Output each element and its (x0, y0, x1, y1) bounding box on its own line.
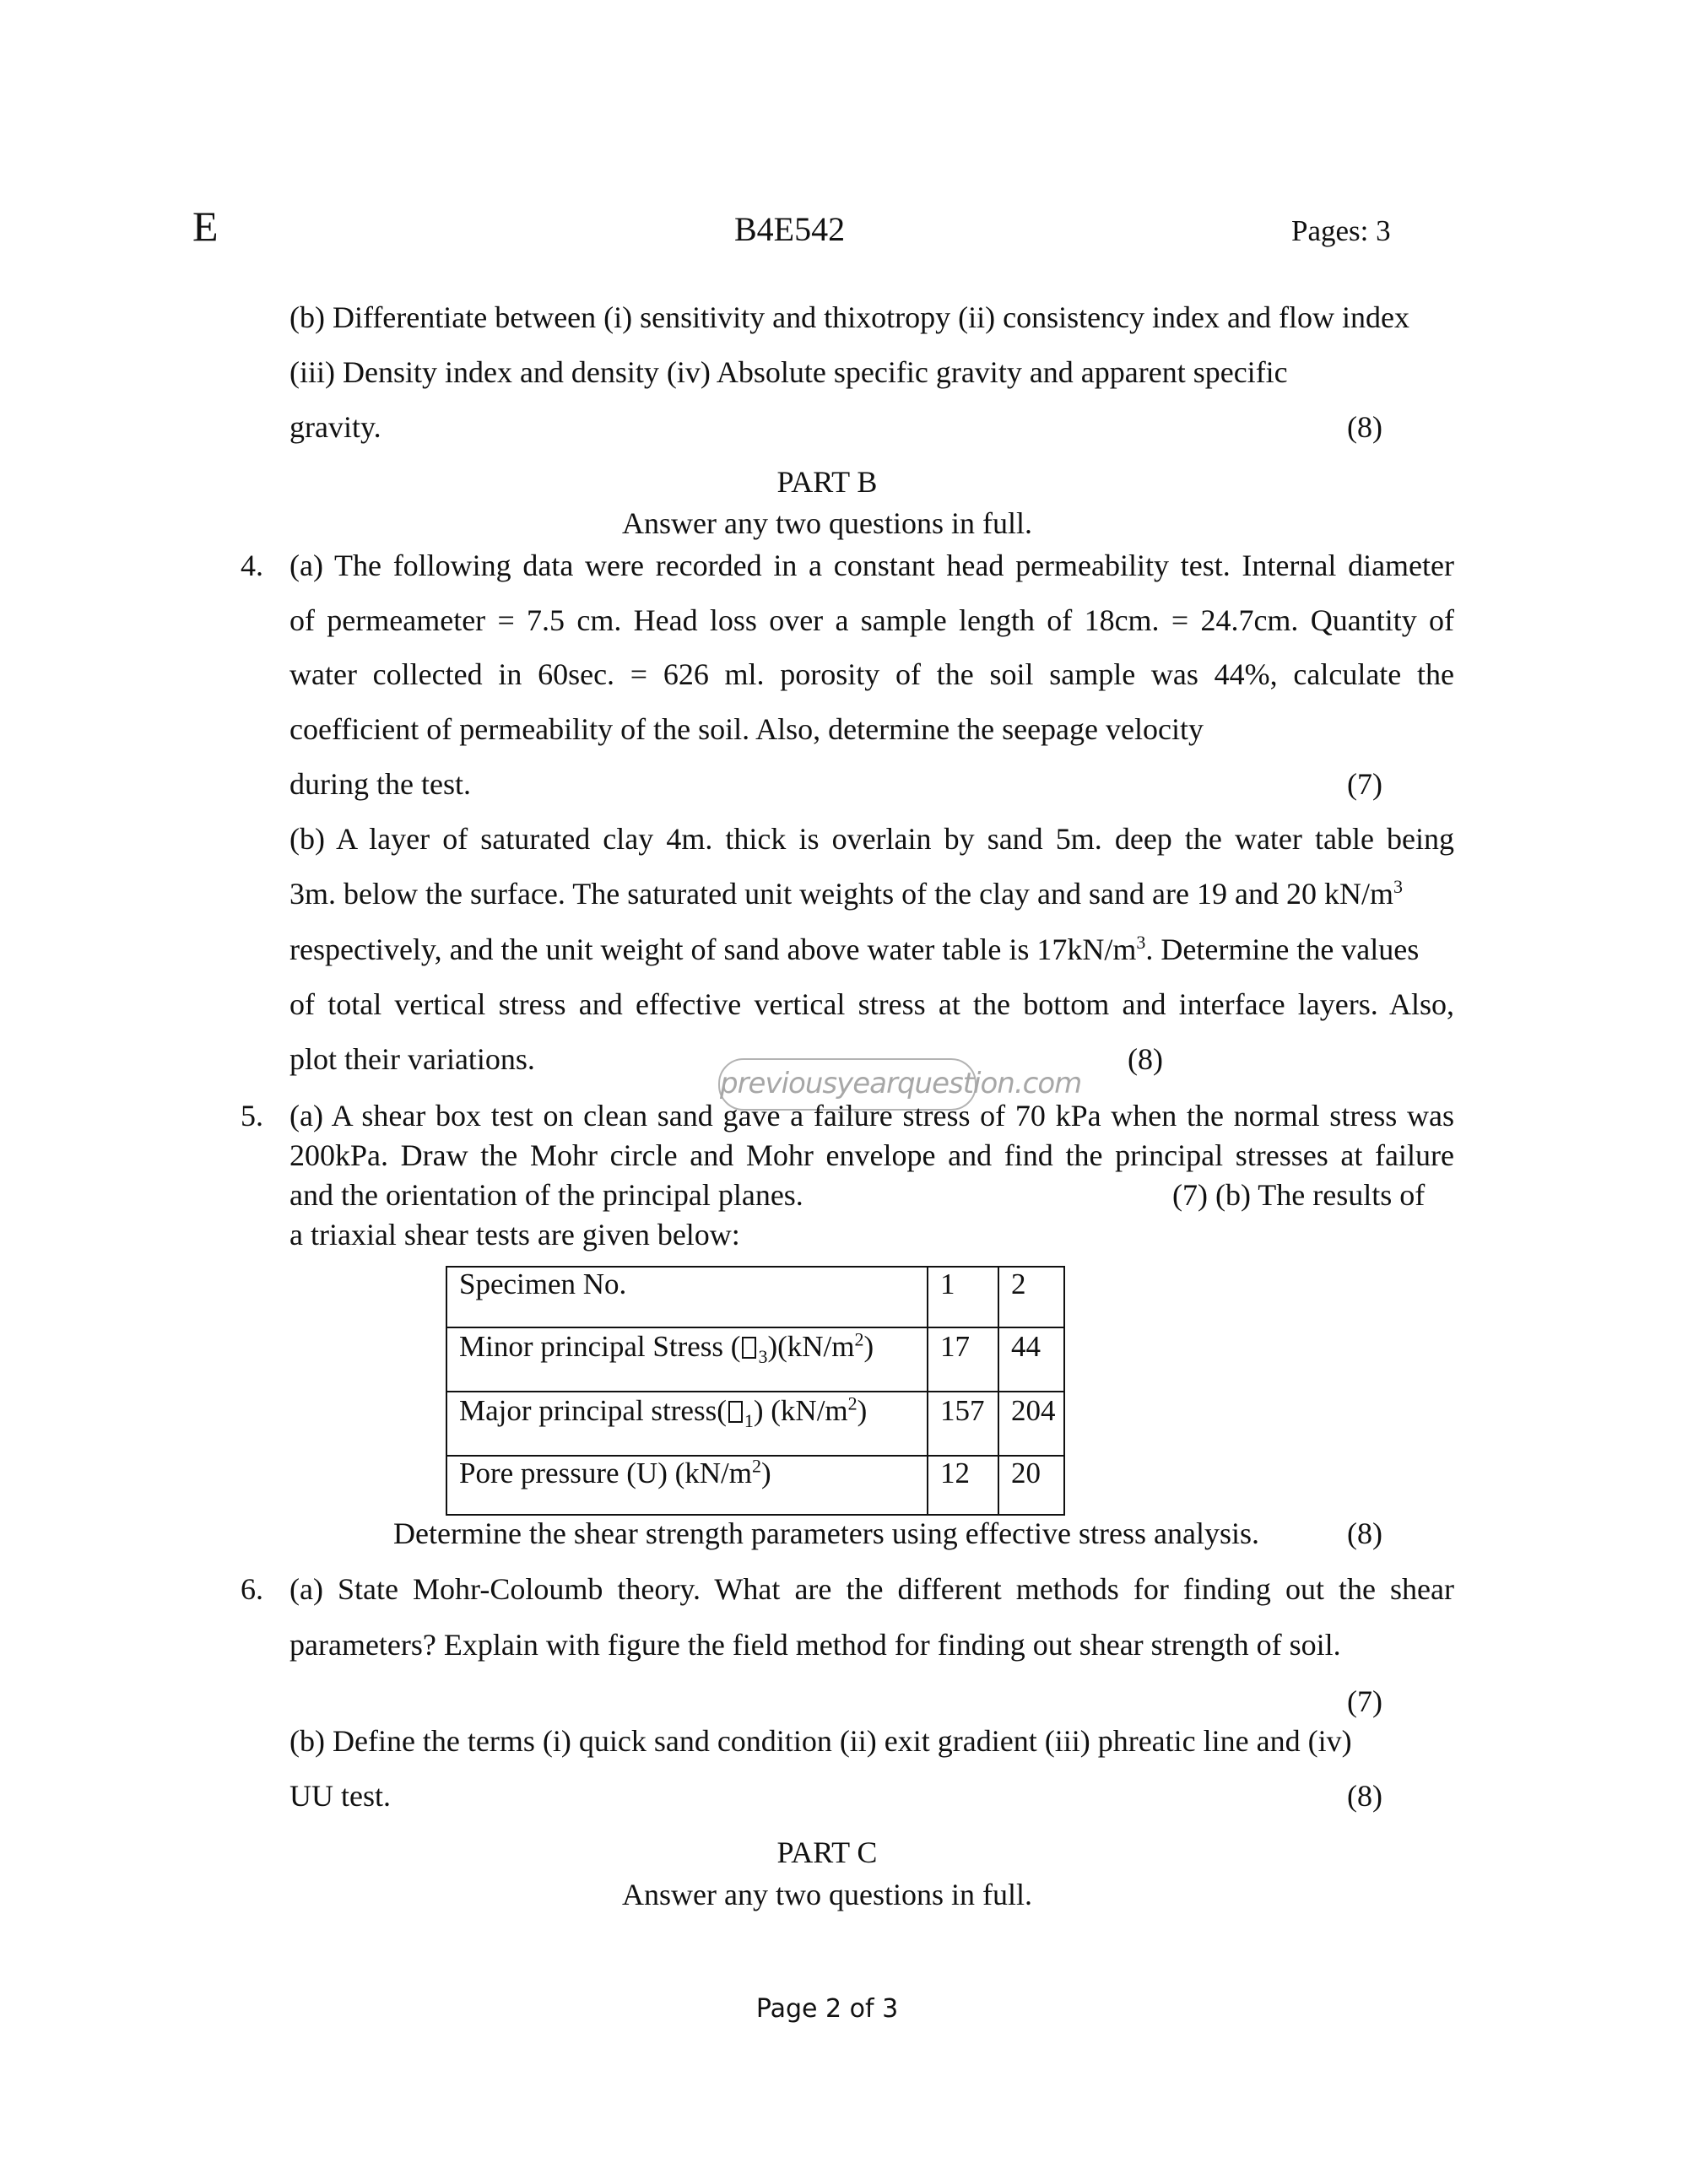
paper-code: B4E542 (734, 210, 846, 248)
q3b-line-1: (b) Differentiate between (i) sensitivity and thixotropy (ii) consistency index and flow index (289, 300, 1409, 334)
triaxial-results-table (446, 1266, 1065, 1516)
q4a-line-4: coefficient of permeability of the soil. Also, determine the seepage velocity (289, 712, 1204, 746)
table-row (446, 1327, 1064, 1392)
q5a-marks-and-b-start: (7) (b) The results of (1172, 1178, 1426, 1212)
q6a-line-2: parameters? Explain with figure the field method for finding out shear strength of soil. (289, 1628, 1341, 1662)
table-cell: 17 (928, 1327, 998, 1392)
q6b-marks: (8) (1347, 1779, 1382, 1813)
table-cell: Minor principal Stress ( $_3)(kN/m^2)$ (446, 1327, 928, 1392)
q4a-line-2: of permeameter = 7.5 cm. Head loss over a sample length of 18cm. = 24.7cm. Quantity of (289, 603, 1454, 637)
page-count: Pages: 3 (1291, 214, 1391, 247)
q6b-line-2: UU test. (289, 1779, 391, 1813)
paper-set-letter: E (192, 203, 219, 250)
q5b-instruction: Determine the shear strength parameters using effective stress analysis. (393, 1516, 1259, 1550)
table-cell: 1 (928, 1267, 998, 1327)
table-cell: 157 (928, 1392, 998, 1456)
q4b-line-4: of total vertical stress and effective vertical stress at the bottom and interface layers. Also, (289, 987, 1454, 1021)
part-c-title: PART C (776, 1835, 878, 1869)
table-cell: 204 (998, 1392, 1064, 1456)
q5a-line-1: (a) A shear box test on clean sand gave a failure stress of 70 kPa when the normal stress was (289, 1099, 1454, 1133)
table-cell: Specimen No. (446, 1267, 928, 1327)
question-5-number: 5. (241, 1099, 263, 1133)
q4b-line-3: respectively, and the unit weight of sand above water table is $17kN/m^3$. Determine the values (289, 932, 1420, 966)
table-row (446, 1456, 1064, 1515)
table-cell: Pore pressure (U) $(kN/m^2)$ (446, 1456, 928, 1515)
sigma-placeholder-box (742, 1337, 756, 1359)
q4b-line-5: plot their variations. (289, 1042, 535, 1076)
q5b-marks: (8) (1347, 1516, 1382, 1550)
part-b-instruction: Answer any two questions in full. (622, 506, 1032, 540)
q6a-marks: (7) (1347, 1684, 1382, 1718)
table-cell: 12 (928, 1456, 998, 1515)
q4a-line-5: during the test. (289, 767, 471, 801)
sigma-placeholder-box (728, 1401, 743, 1423)
q4b-line-1: (b) A layer of saturated clay 4m. thick is overlain by sand 5m. deep the water table being (289, 822, 1454, 856)
table-row (446, 1267, 1064, 1327)
q3b-line-3: gravity. (289, 410, 381, 444)
table-cell: 2 (998, 1267, 1064, 1327)
q3b-marks: (8) (1347, 410, 1382, 444)
table-row (446, 1392, 1064, 1456)
table-cell: 20 (998, 1456, 1064, 1515)
part-c-instruction: Answer any two questions in full. (622, 1878, 1032, 1911)
q3b-line-2: (iii) Density index and density (iv) Absolute specific gravity and apparent specific (289, 355, 1288, 389)
q6b-line-1: (b) Define the terms (i) quick sand condition (ii) exit gradient (iii) phreatic line and (iv) (289, 1724, 1352, 1758)
q5a-line-3: and the orientation of the principal planes. (289, 1178, 803, 1212)
table-cell: Major principal stress( $_1$) $(kN/m^2)$ (446, 1392, 928, 1456)
q4a-line-1: (a) The following data were recorded in a constant head permeability test. Internal diameter (289, 549, 1454, 582)
q4a-line-3: water collected in 60sec. = 626 ml. porosity of the soil sample was 44%, calculate the (289, 657, 1454, 691)
part-b-title: PART B (776, 465, 878, 499)
q4a-marks: (7) (1347, 767, 1382, 801)
q5a-line-2: 200kPa. Draw the Mohr circle and Mohr envelope and find the principal stresses at failure (289, 1138, 1454, 1172)
page-footer: Page 2 of 3 (755, 1994, 899, 2024)
watermark-logo: previousyearquestion.com (718, 1058, 977, 1111)
q4b-marks: (8) (1128, 1042, 1163, 1076)
question-6-number: 6. (241, 1572, 263, 1606)
q6a-line-1: (a) State Mohr-Coloumb theory. What are the different methods for finding out the shear (289, 1572, 1454, 1606)
q5b-line-1: a triaxial shear tests are given below: (289, 1218, 740, 1251)
question-4-number: 4. (241, 549, 263, 582)
q4b-line-2: 3m. below the surface. The saturated unit weights of the clay and sand are 19 and 20 $kN/m^3$ (289, 876, 1403, 911)
table-cell: 44 (998, 1327, 1064, 1392)
